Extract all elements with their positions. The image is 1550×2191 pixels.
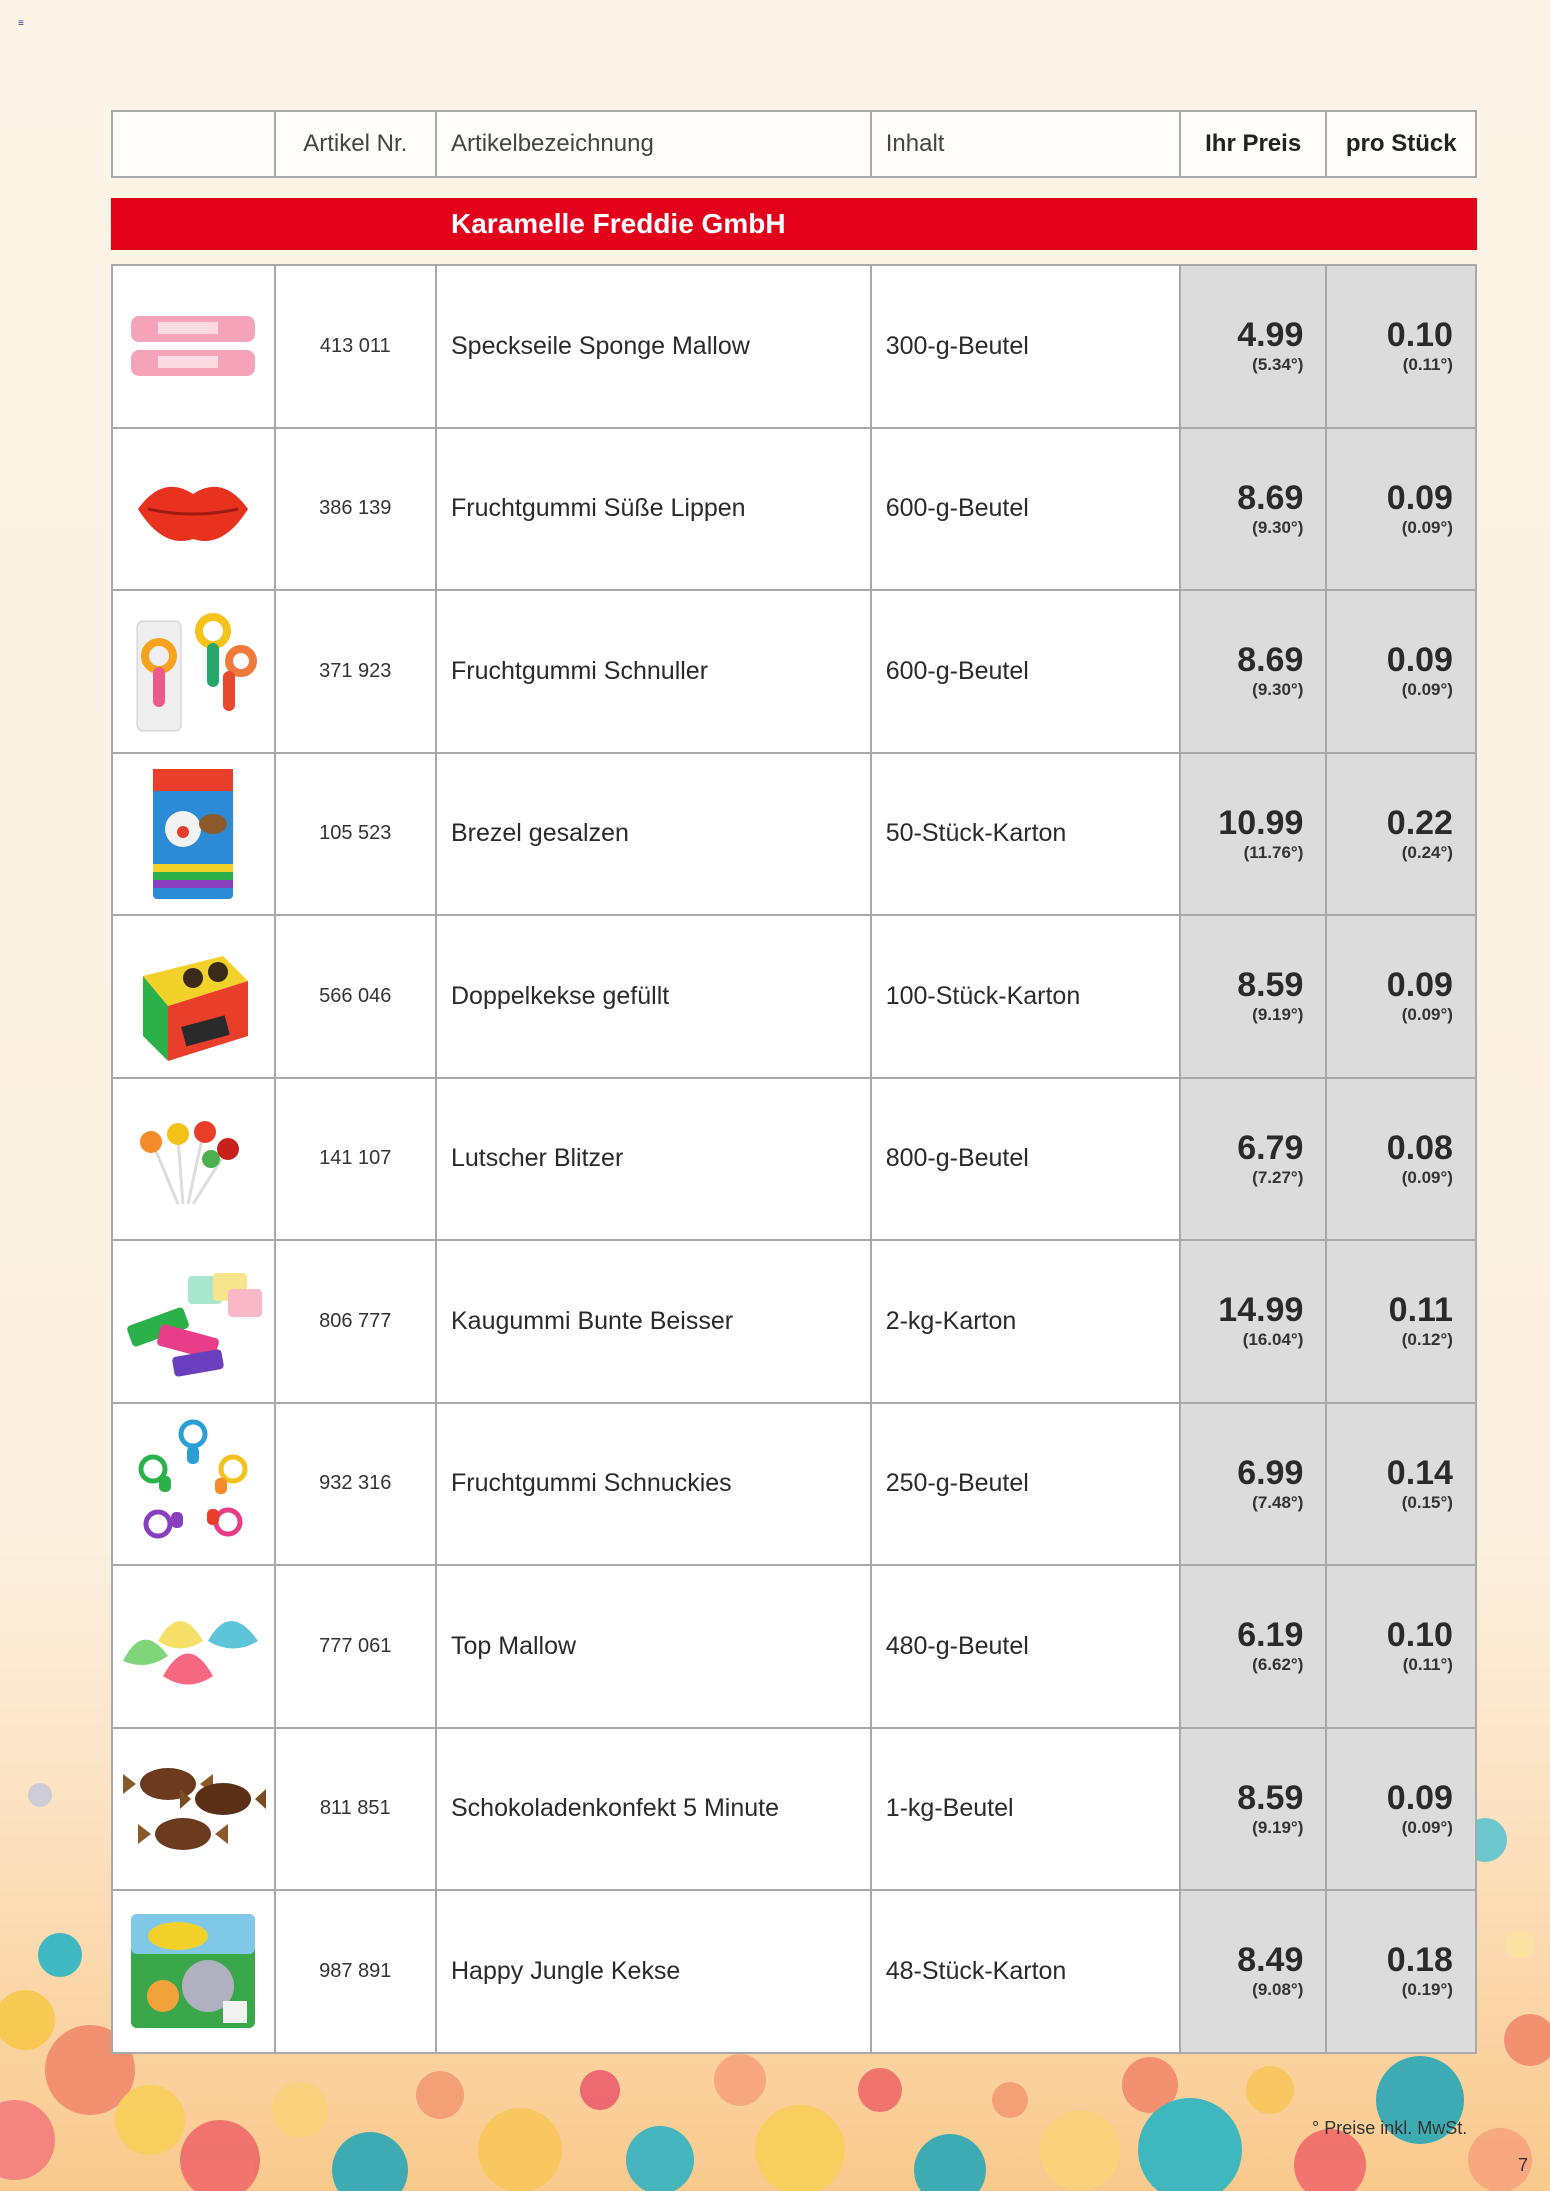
- unit-price-gross: (0.11°): [1402, 355, 1453, 375]
- product-content: 600-g-Beutel: [885, 494, 1029, 523]
- marshmallow-rope-icon: [123, 296, 263, 396]
- header-price: Ihr Preis: [1181, 112, 1328, 176]
- price: 8.69: [1237, 478, 1304, 517]
- table-row: [113, 1079, 1475, 1242]
- brand-name: Karamelle Freddie GmbH: [451, 208, 786, 239]
- pretzel-bag-icon: [128, 764, 258, 904]
- unit-price: 0.10: [1386, 1616, 1453, 1655]
- gummy-pacifier-icon: [123, 601, 263, 741]
- unit-price-gross: (0.09°): [1401, 1817, 1453, 1837]
- article-number: 932 316: [319, 1472, 392, 1495]
- unit-price: 0.18: [1386, 1941, 1453, 1980]
- unit-price: 0.09: [1386, 1778, 1453, 1817]
- unit-price-gross: (0.09°): [1401, 680, 1453, 700]
- chewing-gum-icon: [118, 1261, 268, 1381]
- price: 6.99: [1237, 1453, 1304, 1492]
- unit-price: 0.10: [1386, 316, 1453, 355]
- price: 8.69: [1237, 641, 1304, 680]
- price-table: [111, 110, 1477, 2054]
- unit-price-gross: (0.09°): [1401, 1005, 1453, 1025]
- price-gross: (7.27°): [1252, 1167, 1304, 1187]
- price-gross: (9.08°): [1252, 1980, 1304, 2000]
- price: 10.99: [1218, 803, 1304, 842]
- table-row: [113, 1566, 1475, 1729]
- price: 8.59: [1237, 966, 1304, 1005]
- price: 8.59: [1237, 1778, 1304, 1817]
- product-content: 48-Stück-Karton: [885, 1956, 1067, 1985]
- header-article-number: Artikel Nr.: [276, 112, 438, 176]
- article-number: 105 523: [319, 822, 392, 845]
- article-number: 806 777: [319, 1309, 392, 1332]
- unit-price: 0.09: [1386, 478, 1453, 517]
- table-row: [113, 1729, 1475, 1892]
- product-content: 300-g-Beutel: [885, 331, 1029, 360]
- article-number: 987 891: [319, 1959, 392, 1982]
- jungle-cookie-bag-icon: [123, 1906, 263, 2036]
- article-number: 141 107: [319, 1147, 392, 1170]
- price-gross: (9.30°): [1252, 680, 1304, 700]
- price-gross: (7.48°): [1252, 1492, 1304, 1512]
- unit-price-gross: (0.09°): [1401, 1167, 1453, 1187]
- product-name: Speckseile Sponge Mallow: [451, 331, 750, 360]
- price-gross: (6.62°): [1252, 1655, 1304, 1675]
- menu-icon[interactable]: ≡: [18, 18, 24, 29]
- header-image: [113, 112, 276, 176]
- price-gross: (9.19°): [1252, 1005, 1304, 1025]
- header-unit-price: pro Stück: [1345, 130, 1457, 157]
- brand-bar: [111, 198, 1477, 250]
- product-name: Top Mallow: [451, 1631, 577, 1660]
- lollipop-icon: [123, 1104, 263, 1214]
- price-gross: (11.76°): [1243, 842, 1304, 862]
- price-gross: (5.34°): [1252, 355, 1304, 375]
- price-gross: (9.19°): [1252, 1817, 1304, 1837]
- product-name: Happy Jungle Kekse: [451, 1956, 681, 1985]
- table-row: [113, 591, 1475, 754]
- candy-pacifiers-icon: [123, 1414, 263, 1554]
- unit-price: 0.11: [1388, 1291, 1453, 1330]
- table-row: [113, 1404, 1475, 1567]
- product-content: 800-g-Beutel: [885, 1144, 1029, 1173]
- product-content: 2-kg-Karton: [885, 1306, 1017, 1335]
- product-content: 100-Stück-Karton: [885, 981, 1081, 1010]
- product-name: Lutscher Blitzer: [451, 1144, 624, 1173]
- chocolate-candy-icon: [118, 1754, 268, 1864]
- table-header: [111, 110, 1477, 178]
- product-name: Schokoladenkonfekt 5 Minute: [451, 1794, 779, 1823]
- product-name: Doppelkekse gefüllt: [451, 981, 670, 1010]
- mallow-cones-icon: [118, 1601, 268, 1691]
- article-number: 811 851: [319, 1797, 391, 1820]
- footnote: ° Preise inkl. MwSt.: [1312, 2118, 1468, 2138]
- header-content: Inhalt: [872, 112, 1181, 176]
- unit-price-gross: (0.11°): [1402, 1655, 1453, 1675]
- table-row: [113, 429, 1475, 592]
- product-content: 250-g-Beutel: [885, 1469, 1029, 1498]
- price-gross: (9.30°): [1252, 517, 1304, 537]
- article-number: 413 011: [319, 334, 391, 357]
- table-row: [113, 266, 1475, 429]
- table-row: [113, 754, 1475, 917]
- table-row: [113, 1891, 1475, 2054]
- product-content: 1-kg-Beutel: [885, 1794, 1014, 1823]
- unit-price: 0.08: [1386, 1128, 1453, 1167]
- table-row: [113, 1241, 1475, 1404]
- unit-price-gross: (0.12°): [1401, 1330, 1453, 1350]
- product-content: 600-g-Beutel: [885, 656, 1029, 685]
- page-number: 7: [1518, 2155, 1529, 2175]
- product-list: [111, 264, 1477, 2054]
- unit-price-gross: (0.24°): [1401, 842, 1453, 862]
- cookie-box-icon: [123, 926, 263, 1066]
- table-row: [113, 916, 1475, 1079]
- article-number: 566 046: [319, 984, 392, 1007]
- unit-price-gross: (0.19°): [1401, 1980, 1453, 2000]
- product-content: 480-g-Beutel: [885, 1631, 1029, 1660]
- unit-price: 0.09: [1386, 966, 1453, 1005]
- price: 6.19: [1237, 1616, 1304, 1655]
- price: 8.49: [1237, 1941, 1304, 1980]
- unit-price: 0.14: [1386, 1453, 1453, 1492]
- unit-price: 0.09: [1386, 641, 1453, 680]
- product-name: Brezel gesalzen: [451, 819, 629, 848]
- product-name: Fruchtgummi Schnuckies: [451, 1469, 732, 1498]
- unit-price: 0.22: [1386, 803, 1453, 842]
- price: 14.99: [1218, 1291, 1304, 1330]
- header-description: Artikelbezeichnung: [437, 112, 872, 176]
- product-name: Fruchtgummi Schnuller: [451, 656, 709, 685]
- price: 4.99: [1237, 316, 1304, 355]
- product-name: Fruchtgummi Süße Lippen: [451, 494, 746, 523]
- article-number: 386 139: [319, 497, 392, 520]
- article-number: 371 923: [319, 659, 392, 682]
- product-content: 50-Stück-Karton: [885, 819, 1067, 848]
- article-number: 777 061: [319, 1634, 392, 1657]
- product-name: Kaugummi Bunte Beisser: [451, 1306, 734, 1335]
- price: 6.79: [1237, 1128, 1304, 1167]
- unit-price-gross: (0.15°): [1401, 1492, 1453, 1512]
- gummy-lips-icon: [123, 459, 263, 559]
- unit-price-gross: (0.09°): [1401, 517, 1453, 537]
- price-gross: (16.04°): [1242, 1330, 1304, 1350]
